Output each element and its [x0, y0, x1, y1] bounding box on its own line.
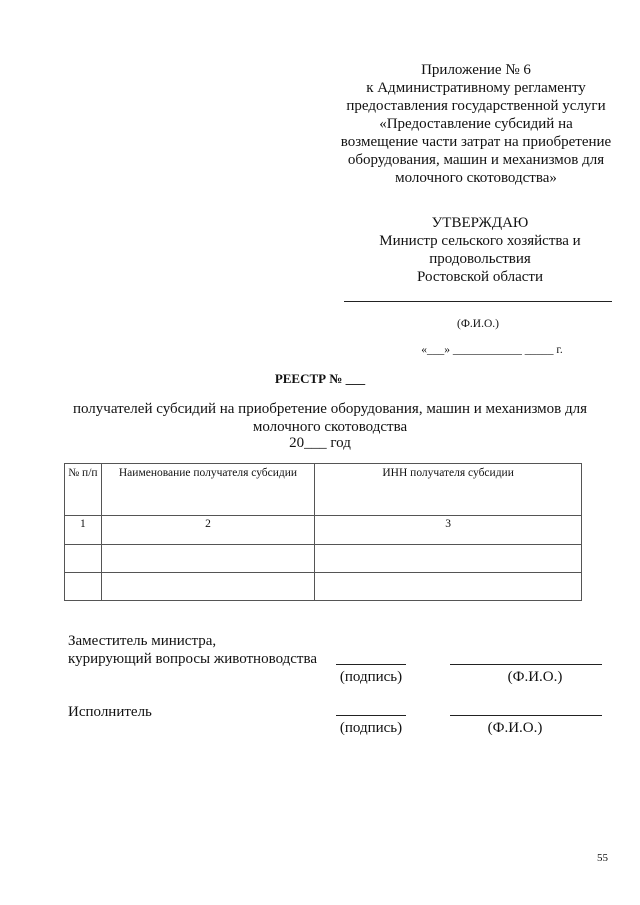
- fio-caption: (Ф.И.О.): [507, 669, 563, 685]
- registry-subtitle-line: молочного скотоводства: [252, 419, 408, 435]
- column-number: 1: [65, 516, 102, 545]
- column-number: 2: [101, 516, 315, 545]
- signature-line: [336, 664, 406, 665]
- registry-table: [64, 463, 582, 601]
- header-recipient-name: Наименование получателя субсидии: [101, 464, 315, 516]
- signature-caption: (подпись): [339, 669, 403, 685]
- appendix-line: возмещение части затрат на приобретение: [340, 134, 612, 150]
- table-header-row: [65, 464, 582, 516]
- table-cell: [65, 573, 102, 601]
- approval-fio-caption: (Ф.И.О.): [457, 318, 499, 330]
- approval-line: Ростовской области: [417, 269, 543, 285]
- table-cell: [101, 545, 315, 573]
- appendix-line: к Административному регламенту: [366, 80, 586, 96]
- table-row: [65, 545, 582, 573]
- signature-line: [336, 715, 406, 716]
- fio-line: [450, 664, 602, 665]
- appendix-line: оборудования, машин и механизмов для: [347, 152, 605, 168]
- registry-subtitle-line: получателей субсидий на приобретение оборудования, машин и механизмов для: [72, 401, 588, 417]
- appendix-line: Приложение № 6: [421, 62, 531, 78]
- table-row: [65, 573, 582, 601]
- approval-line: Министр сельского хозяйства и: [379, 233, 581, 249]
- table-cell: [315, 545, 582, 573]
- signature-label-line: Заместитель министра,: [68, 633, 217, 649]
- fio-caption: (Ф.И.О.): [487, 720, 543, 736]
- registry-subtitle: [60, 400, 600, 436]
- approval-line: продовольствия: [429, 251, 531, 267]
- signature-label-line: курирующий вопросы животноводства: [68, 651, 318, 667]
- registry-title: РЕЕСТР № ___: [274, 371, 366, 386]
- fio-line: [450, 715, 602, 716]
- table-cell: [65, 545, 102, 573]
- executor-label: [68, 703, 152, 721]
- deputy-minister-label: [68, 632, 317, 668]
- table-cell: [101, 573, 315, 601]
- table-numbering-row: [65, 516, 582, 545]
- appendix-line: молочного скотоводства»: [395, 170, 557, 186]
- header-number: № п/п: [65, 464, 102, 516]
- header-inn: ИНН получателя субсидии: [315, 464, 582, 516]
- signature-caption: (подпись): [339, 720, 403, 736]
- approval-heading: УТВЕРЖДАЮ: [431, 215, 529, 231]
- approval-date-line: «___» ____________ _____ г.: [421, 344, 563, 356]
- approval-signature-line: [344, 301, 612, 302]
- appendix-line: «Предоставление субсидий на: [379, 116, 573, 132]
- table-cell: [315, 573, 582, 601]
- signature-label-line: Исполнитель: [68, 704, 152, 720]
- approval-block: [360, 214, 600, 286]
- page-number: 55: [597, 852, 608, 864]
- column-number: 3: [315, 516, 582, 545]
- registry-year: 20___ год: [289, 435, 351, 451]
- appendix-line: предоставления государственной услуги: [346, 98, 606, 114]
- appendix-header: [332, 61, 620, 187]
